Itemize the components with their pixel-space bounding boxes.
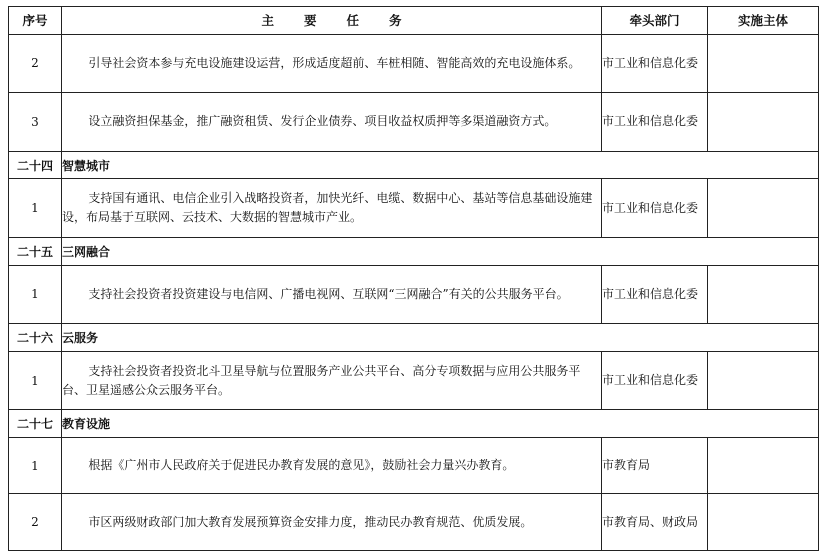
row-subject — [708, 265, 819, 324]
row-subject — [708, 93, 819, 152]
section-title: 云服务 — [62, 324, 819, 352]
row-subject — [708, 351, 819, 410]
row-no: 2 — [9, 494, 62, 551]
row-task: 支持国有通讯、电信企业引入战略投资者，加快光纤、电缆、数据中心、基站等信息基础设施建设，布局基于互联网、云技术、大数据的智慧城市产业。 — [62, 179, 602, 238]
row-dept: 市工业和信息化委 — [602, 179, 708, 238]
table-row — [9, 494, 819, 551]
header-task-label: 主要任务 — [261, 13, 432, 29]
table-row — [9, 179, 819, 238]
row-subject — [708, 179, 819, 238]
row-dept: 市工业和信息化委 — [602, 351, 708, 410]
header-subject: 实施主体 — [708, 7, 819, 35]
row-task: 引导社会资本参与充电设施建设运营，形成适度超前、车桩相随、智能高效的充电设施体系。 — [62, 34, 602, 93]
row-no: 1 — [9, 351, 62, 410]
row-dept: 市工业和信息化委 — [602, 34, 708, 93]
row-no: 1 — [9, 179, 62, 238]
table-row — [9, 351, 819, 410]
task-table — [8, 6, 819, 551]
table-row — [9, 93, 819, 152]
row-no: 3 — [9, 93, 62, 152]
section-row — [9, 151, 819, 179]
section-no: 二十六 — [9, 324, 62, 352]
row-no: 1 — [9, 438, 62, 494]
row-dept: 市工业和信息化委 — [602, 265, 708, 324]
section-title: 教育设施 — [62, 410, 819, 438]
row-task: 支持社会投资者投资建设与电信网、广播电视网、互联网“三网融合”有关的公共服务平台。 — [62, 265, 602, 324]
row-task: 支持社会投资者投资北斗卫星导航与位置服务产业公共平台、高分专项数据与应用公共服务平台、卫星遥感公众云服务平台。 — [62, 351, 602, 410]
row-dept: 市工业和信息化委 — [602, 93, 708, 152]
row-dept: 市教育局 — [602, 438, 708, 494]
section-no: 二十五 — [9, 237, 62, 265]
header-row — [9, 7, 819, 35]
section-row — [9, 410, 819, 438]
row-task: 设立融资担保基金，推广融资租赁、发行企业债券、项目收益权质押等多渠道融资方式。 — [62, 93, 602, 152]
section-no: 二十四 — [9, 151, 62, 179]
header-no: 序号 — [9, 7, 62, 35]
table-row — [9, 265, 819, 324]
row-no: 2 — [9, 34, 62, 93]
section-title: 三网融合 — [62, 237, 819, 265]
row-subject — [708, 438, 819, 494]
section-row — [9, 324, 819, 352]
row-subject — [708, 34, 819, 93]
section-row — [9, 237, 819, 265]
section-no: 二十七 — [9, 410, 62, 438]
header-task — [62, 7, 602, 35]
row-task: 根据《广州市人民政府关于促进民办教育发展的意见》，鼓励社会力量兴办教育。 — [62, 438, 602, 494]
section-title: 智慧城市 — [62, 151, 819, 179]
table-row — [9, 438, 819, 494]
table-row — [9, 34, 819, 93]
row-no: 1 — [9, 265, 62, 324]
header-dept: 牵头部门 — [602, 7, 708, 35]
row-task: 市区两级财政部门加大教育发展预算资金安排力度，推动民办教育规范、优质发展。 — [62, 494, 602, 551]
row-subject — [708, 494, 819, 551]
row-dept: 市教育局、财政局 — [602, 494, 708, 551]
